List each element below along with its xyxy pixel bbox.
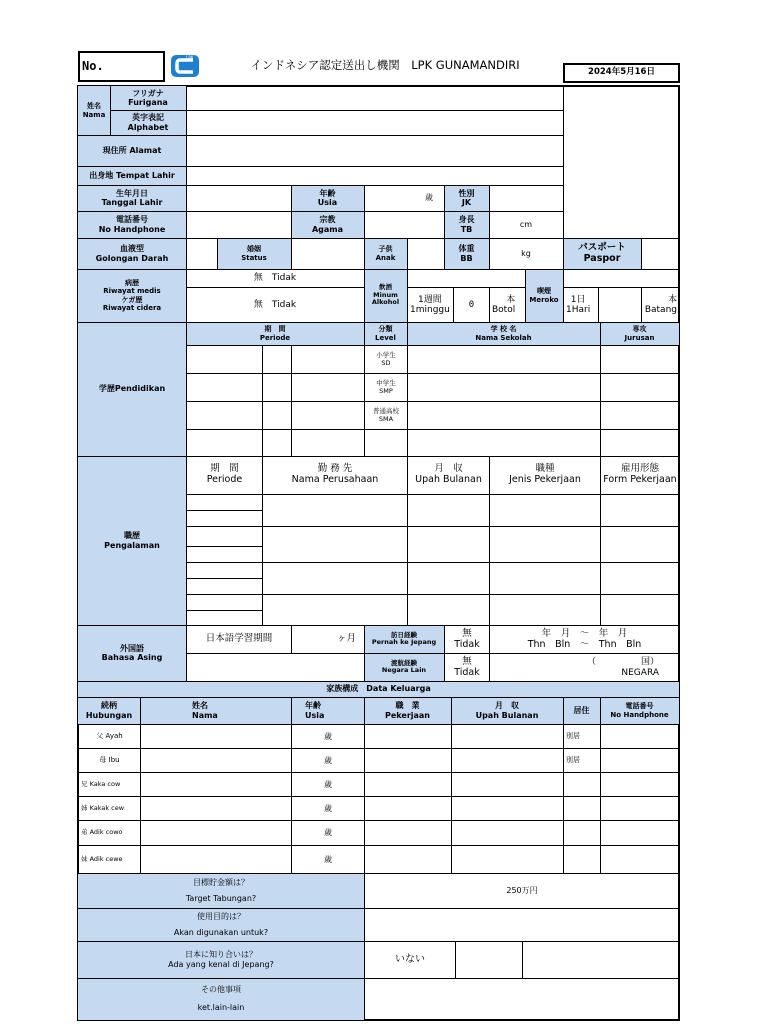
height-label: 身長 TB [444,211,489,238]
children-label: 子供 Anak [364,238,407,269]
grid-line [140,697,141,873]
grid-line [186,546,262,547]
japanese-study-months[interactable]: ヶ月 [336,633,356,645]
grid-line [262,345,263,456]
grid-line [186,594,679,595]
height-field[interactable]: cm [519,219,533,229]
family-row-relation: 弟 Adik cowo [81,828,123,837]
religion-field[interactable] [365,212,443,237]
birthplace-field[interactable] [187,167,562,184]
alcohol-frequency[interactable]: 1週間 1minggu [410,294,450,315]
family-row-relation: 父 Ayah [96,732,123,741]
alphabet-label: 英字表記 Alphabet [110,110,186,135]
grid-line [455,941,456,978]
grid-line [186,610,262,611]
passport-label: パスポート Paspor [563,238,641,269]
passport-field[interactable] [642,239,679,268]
other-value[interactable] [365,979,679,1020]
grid-line [78,322,679,323]
grid-line [78,796,679,797]
grid-line [451,697,452,873]
grid-line [186,345,679,346]
birthplace-label: 出身地 Tempat Lahir [78,166,186,185]
injury-value[interactable]: 無 Tidak [253,299,297,310]
blood-label: 血液型 Golongan Darah [78,238,186,269]
grid-line [186,373,679,374]
sex-field[interactable] [490,186,562,210]
age-label: 年齢 Usia [291,185,364,211]
religion-label: 宗教 Agama [291,211,364,238]
lpk-logo [170,54,200,78]
furigana-field[interactable] [187,87,562,109]
smoking-label: 喫煙 Meroko [525,269,563,322]
grid-line [563,697,564,873]
work-period-header: 期 間 Periode [206,463,243,485]
family-row-age: 歳 [324,803,332,813]
family-row-age: 歳 [324,779,332,789]
family-row-relation: 兄 Kaka cow [81,779,121,788]
no-label: No. [82,58,104,73]
abroad-label: 渡航経験 Negara Lain [364,653,444,681]
family-header-residence: 居住 [563,697,600,724]
visit-value[interactable]: 無 Tidak [454,627,480,650]
edu-major-header: 専攻 Jurusan [600,322,679,345]
grid-line [186,526,679,527]
work-salary-header: 月 収 Upah Bulanan [415,463,482,485]
edu-period-header: 期 間 Periode [186,322,364,345]
smoking-unit: 本 Batang [644,294,677,315]
acquaintance-value[interactable]: いない [395,954,425,966]
grid-line [78,697,679,698]
edu-level-sma: 普通高校 SMA [373,407,399,423]
edu-level-header: 分類 Level [364,322,407,345]
photo-area [564,87,679,237]
grid-line [78,772,679,773]
family-row-age: 歳 [324,731,332,741]
grid-line [291,345,292,456]
address-field[interactable] [187,136,562,165]
grid-line [186,578,262,579]
grid-line [522,941,523,978]
purpose-value[interactable] [365,909,679,941]
medical-labels: 病歴 Riwayat medis ケガ歴 Riwayat cidera [78,269,186,322]
form-title: インドネシア認定送出し機関 LPK GUNAMANDIRI [250,58,520,73]
family-row-relation: 姉 Kakak cew [81,803,125,812]
grid-line [600,697,601,873]
alphabet-field[interactable] [187,111,562,134]
savings-label: 目標貯金額は？ Target Tabungan? [78,873,364,908]
grid-line [186,510,262,511]
family-header-phone: 電話番号 No Handphone [600,697,679,724]
visit-label: 訪日経験 Pernah ke Jepang [364,625,444,653]
dob-label: 生年月日 Tanggal Lahir [78,185,186,211]
family-header-age: 年齢 Usia [291,697,364,724]
marital-field[interactable] [292,239,363,268]
family-header-salary: 月 収 Upah Bulanan [451,697,563,724]
marital-label: 婚姻 Status [217,238,291,269]
grid-line [78,269,679,270]
grid-line [186,494,679,495]
education-label: 学歴Pendidikan [78,322,186,456]
work-label: 職歴 Pengalaman [78,456,186,625]
grid-line [110,86,111,135]
smoking-amount[interactable] [599,288,641,322]
language-label: 外国語 Bahasa Asing [78,625,186,681]
grid-line [78,238,679,239]
acquaintance-label: 日本に知り合いは？ Ada yang kenal di Jepang? [78,941,364,978]
abroad-country[interactable]: （ 国） NEGARA [586,657,659,678]
furigana-label: フリガナ Furigana [110,86,186,110]
logo-text: LPK [186,55,194,60]
grid-line [78,845,679,846]
visit-dates[interactable]: 年 月 ～ 年 月 Thn Bln ～ Thn Bln [527,627,642,650]
grid-line [217,238,218,269]
edu-level-sd: 小学生 SD [376,351,396,367]
family-header-name: 姓名 Nama [140,697,291,724]
weight-label: 体重 BB [444,238,489,269]
family-title: 家族構成 Data Keluarga [78,681,679,697]
alcohol-amount[interactable]: 0 [468,299,475,310]
alcohol-unit: 本 Botol [492,294,516,315]
phone-label: 電話番号 No Handphone [78,211,186,238]
grid-line [407,322,408,456]
grid-line [78,681,679,682]
family-row-age: 歳 [324,854,332,864]
children-field[interactable] [408,239,443,268]
dob-field[interactable] [187,186,290,210]
family-header-job: 職 業 Pekerjaan [364,697,451,724]
family-header-relation: 続柄 Hubungan [78,697,140,724]
grid-line [444,185,445,269]
alcohol-label: 飲酒 Minum Alkohol [364,269,407,322]
grid-line [525,269,526,322]
blood-field[interactable] [187,239,216,268]
grid-line [186,562,679,563]
grid-line [186,429,679,430]
date-value: 2024年5月16日 [588,67,655,78]
savings-value[interactable]: 250万円 [506,886,538,896]
edu-level-smp: 中学生 SMP [376,379,396,395]
smoking-frequency[interactable]: 1日 1Hari [566,294,591,315]
purpose-label: 使用目的は？ Akan digunakan untuk? [78,908,364,941]
sex-label: 性別 JK [444,185,489,211]
address-label: 現住所 Alamat [78,135,186,166]
family-row-age: 歳 [324,828,332,838]
japanese-study-label: 日本語学習期間 [205,633,273,645]
age-field[interactable]: 歳 [425,193,433,203]
grid-line [364,269,365,322]
abroad-value[interactable]: 無 Tidak [454,655,480,678]
medical-value[interactable]: 無 Tidak [253,273,297,284]
other-label: その他事項 ket.lain-lain [78,978,364,1020]
grid-line [364,625,365,681]
family-row-relation: 母 Ibu [99,756,120,765]
work-form-header: 雇用形態 Form Pekerjaan [603,463,677,485]
grid-line [78,820,679,821]
family-row-residence[interactable]: 別居 [566,732,580,741]
work-company-header: 勤 務 先 Nama Perusahaan [291,463,379,485]
grid-line [186,401,679,402]
name-group-label: 姓名 Nama [78,86,110,135]
grid-line [600,322,601,456]
phone-field[interactable] [187,212,290,237]
family-row-residence[interactable]: 別居 [566,756,580,765]
edu-school-header: 学 校 名 Nama Sekolah [407,322,600,345]
work-job-header: 職種 Jenis Pekerjaan [509,463,581,485]
family-row-age: 歳 [324,755,332,765]
grid-line [291,185,292,238]
weight-field[interactable]: kg [521,248,531,258]
family-row-relation: 妹 Adik cewe [81,854,123,863]
